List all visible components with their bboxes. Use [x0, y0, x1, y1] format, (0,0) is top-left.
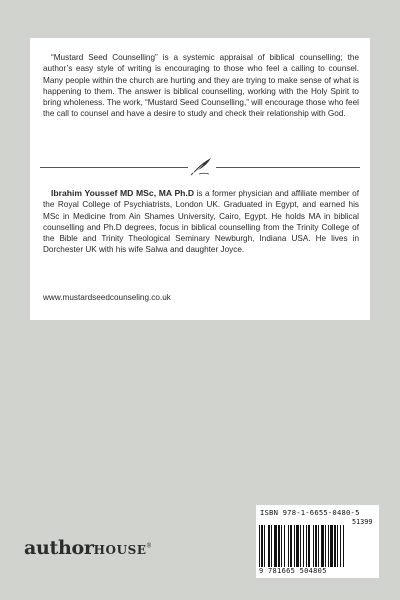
isbn-barcode-block [256, 505, 379, 578]
author-bio-text: is a former physician and affiliate member of the Royal College of Psychiatrists, London UK. Graduated in Egypt, and earned his MSc in Medicine from Ain Shames University, Cairo, Egypt. He holds MA in biblical counselling and Ph.D degrees, focus in biblical counselling from the Trinity College of the Bible and Trinity Theological Seminary Newburgh, Indiana USA. He lives in Dorchester UK with his wife Salwa and daughter Joyce. [43, 189, 359, 255]
divider-line-right [216, 167, 360, 168]
website-link[interactable]: www.mustardseedcounseling.co.uk [43, 293, 171, 302]
registered-mark: ® [146, 543, 152, 550]
divider-line-left [40, 167, 188, 168]
barcode-digits: 9 781665 504805 [259, 567, 327, 575]
barcode-bars [259, 525, 376, 567]
author-name: Ibrahim Youssef MD MSc, MA Ph.D [51, 188, 195, 198]
publisher-logo [24, 537, 151, 559]
ornamental-divider [40, 156, 360, 176]
publisher-logo-part1: author [24, 537, 94, 559]
book-description: “Mustard Seed Counselling” is a systemic appraisal of biblical counselling; the author’s easy style of writing is encouraging to those who feel a calling to counsel. Many people within the church are hurting and they are trying to make sense of what is happening to them. The answer is biblical counselling, working with the Holy Spirit to bring wholeness. The work, “Mustard Seed Counselling,” will encourage those who feel the call to counsel and have a desire to study and check their relationship with God. [43, 53, 359, 119]
author-bio [43, 188, 359, 256]
description-panel [30, 38, 370, 320]
publisher-logo-part2: HOUSE [93, 543, 147, 557]
price-code: 51399 [352, 518, 373, 526]
quill-pen-icon [190, 156, 214, 176]
isbn-label: ISBN 978-1-6655-0480-5 [260, 508, 360, 517]
